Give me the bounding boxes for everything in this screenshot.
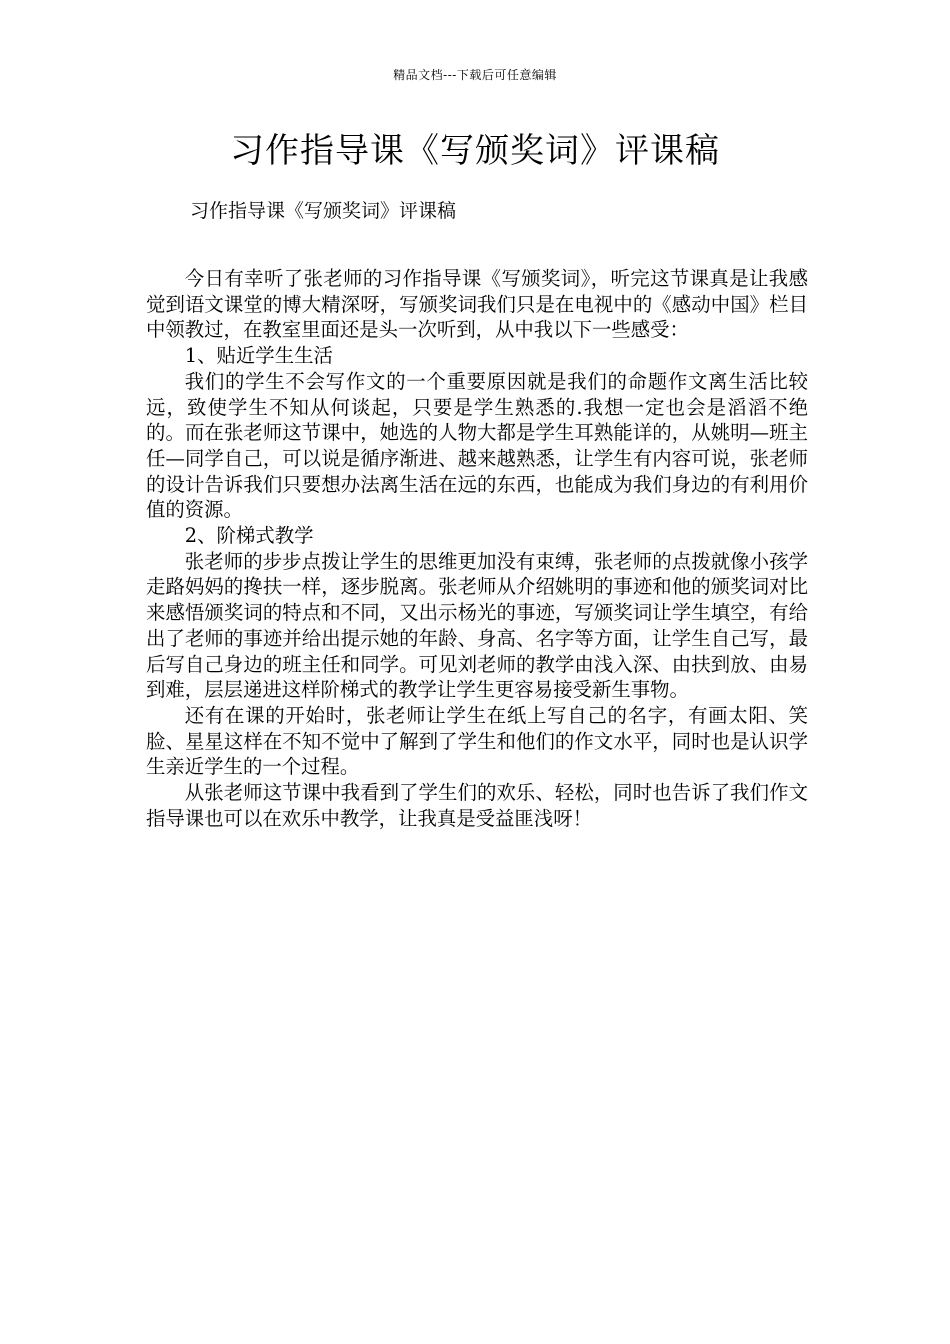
paragraph-intro: 今日有幸听了张老师的习作指导课《写颁奖词》，听完这节课真是让我感觉到语文课堂的博大精深呀，写颁奖词我们只是在电视中的《感动中国》栏目中领教过，在教室里面还是头一次听到，从中我以下一些感受： <box>146 267 808 342</box>
header-note: 精品文档---下载后可任意编辑 <box>393 68 557 82</box>
paragraph-opening: 还有在课的开始时，张老师让学生在纸上写自己的名字，有画太阳、笑脸、星星这样在不知不觉中了解到了学生和他们的作文水平，同时也是认识学生亲近学生的一个过程。 <box>146 703 808 779</box>
section-heading-1: 1、贴近学生生活 <box>184 344 333 368</box>
paragraph-conclusion: 从张老师这节课中我看到了学生们的欢乐、轻松，同时也告诉了我们作文指导课也可以在欢乐中教学，让我真是受益匪浅呀！ <box>146 781 808 830</box>
page-subtitle: 习作指导课《写颁奖词》评课稿 <box>190 200 457 222</box>
section-heading-2: 2、阶梯式教学 <box>184 524 314 548</box>
paragraph-section-2: 张老师的步步点拨让学生的思维更加没有束缚，张老师的点拨就像小孩学走路妈妈的搀扶一样，逐步脱离。张老师从介绍姚明的事迹和他的颁奖词对比来感悟颁奖词的特点和不同，又出示杨光的事迹，写颁奖词让学生填空，有给出了老师的事迹并给出提示她的年龄、身高、名字等方面，让学生自己写，最后写自己身边的班主任和同学。可见刘老师的教学由浅入深、由扶到放、由易到难，层层递进这样阶梯式的教学让学生更容易接受新生事物。 <box>146 549 808 702</box>
paragraph-section-1: 我们的学生不会写作文的一个重要原因就是我们的命题作文离生活比较远，致使学生不知从何谈起，只要是学生熟悉的.我想一定也会是滔滔不绝的。而在张老师这节课中，她选的人物大都是学生耳熟能详的，从姚明—班主任—同学自己，可以说是循序渐进、越来越熟悉，让学生有内容可说，张老师的设计告诉我们只要想办法离生活在远的东西，也能成为我们身边的有利用价值的资源。 <box>146 369 808 522</box>
document-body <box>146 266 808 831</box>
page-title: 习作指导课《写颁奖词》评课稿 <box>230 131 720 171</box>
